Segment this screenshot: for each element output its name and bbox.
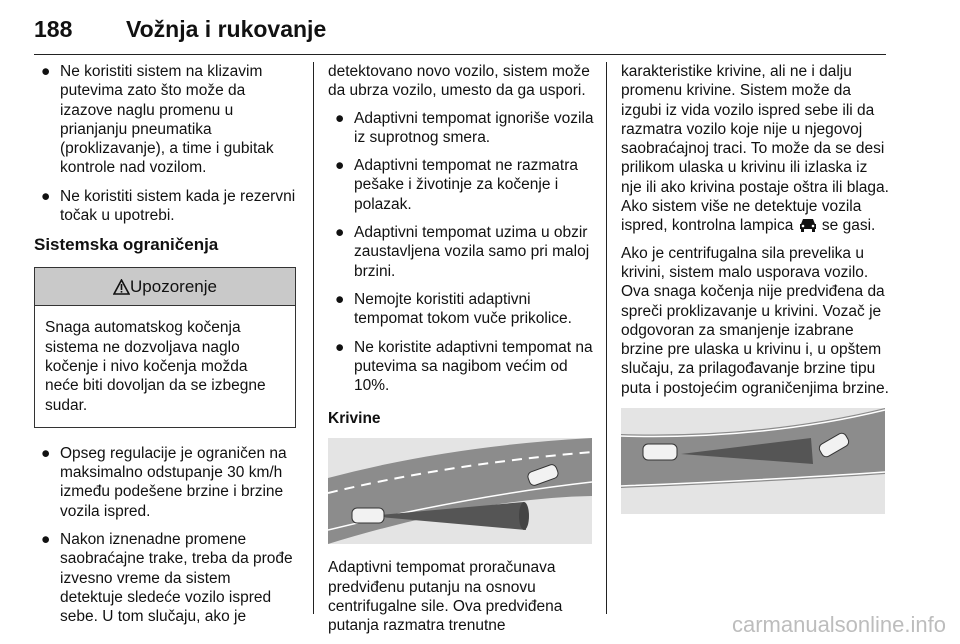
column-divider (606, 62, 607, 614)
warning-title: Upozorenje (130, 277, 217, 297)
bullet-dot: ● (335, 290, 345, 308)
column-2 (328, 62, 596, 644)
bullet-dot: ● (41, 444, 51, 462)
bullet-dot: ● (335, 109, 345, 127)
warning-text: Snaga automatskog kočenja sistema ne dozvoljava naglo kočenje i nivo kočenja možda neće biti dovoljan da se izbegne sudar. (45, 319, 266, 414)
bullet-dot: ● (41, 531, 51, 549)
list-item: ● Nakon iznenadne promene saobraćajne trake, treba da prođe izvesno vreme da sistem detektuje sledeće vozilo ispred sebe. U tom slučaju, ako je (41, 531, 293, 626)
bullet-dot: ● (335, 338, 345, 356)
curve-illustration-2 (621, 408, 885, 514)
section-heading: Sistemska ograničenja (34, 235, 219, 255)
list-item: ● Nemojte koristiti adaptivni tempomat tokom vuče prikolice. (335, 290, 572, 328)
list-item: ● Adaptivni tempomat ignoriše vozila iz suprotnog smera. (335, 109, 594, 146)
own-car-icon (643, 444, 677, 460)
list-item: ● Adaptivni tempomat uzima u obzir zaustavljena vozila samo pri maloj brzini. (335, 224, 590, 280)
warning-header (35, 268, 295, 306)
page-header (34, 10, 886, 55)
warning-box (34, 267, 296, 427)
bullet-dot: ● (335, 224, 345, 242)
watermark: carmanualsonline.info (731, 612, 946, 637)
list-item: ● Adaptivni tempomat ne razmatra pešake i životinje za kočenje i polazak. (335, 157, 578, 213)
page-number: 188 (34, 16, 73, 42)
centrifugal-paragraph: Ako je centrifugalna sila prevelika u krivini, sistem malo usporava vozilo. Ova snaga kočenja nije predviđena da spreči proklizavanje u krivini. Vozač je odgovoran za smanjenje izabrane brzine pre ulaska u krivinu i, u opštem slučaju, za prilagođavanje brzine tipu puta i postojećim ograničenjima brzine. (621, 244, 889, 397)
subheading-curves: Krivine (328, 410, 381, 428)
column-1 (34, 62, 296, 636)
curves-paragraph-continued: karakteristike krivine, ali ne i dalju promenu krivine. Sistem može da izgubi iz vida vozilo ispred sebe ili da razmatra vozilo koje nije u njegovoj saobraćajnoj traci. To može da se desi prilikom ulaska u krivinu ili izlaska iz nje ili ako krivina postaje oštra ili blaga. Ako sistem više ne detektuje vozila ispred, kontrolna lampica se gasi. (621, 63, 889, 235)
bullet-dot: ● (335, 157, 345, 175)
list-item: ● Opseg regulacije je ograničen na maksimalno odstupanje 30 km/h između podešene brzine i brzine vozila ispred. (41, 444, 287, 520)
curves-paragraph: Adaptivni tempomat proračunava predviđenu putanju na osnovu centrifugalne sile. Ova predviđena putanja razmatra trenutne (328, 559, 563, 635)
own-car-icon (352, 508, 384, 523)
column-divider (313, 62, 314, 614)
list-item: ● Ne koristiti sistem kada je rezervni točak u upotrebi. (41, 187, 296, 225)
curve-illustration-1 (328, 438, 592, 544)
vehicle-ahead-indicator-icon (798, 217, 818, 233)
warning-triangle-icon (113, 279, 130, 295)
column-3 (621, 62, 889, 514)
bullet-dot: ● (41, 63, 51, 80)
page-title: Vožnja i rukovanje (126, 16, 327, 42)
list-item: ● Ne koristite adaptivni tempomat na putevima sa nagibom većim od 10%. (335, 338, 593, 395)
continuation-text: detektovano novo vozilo, sistem može da ubrza vozilo, umesto da ga uspori. (328, 63, 590, 100)
bullet-dot: ● (41, 187, 51, 205)
list-item: ● Ne koristiti sistem na klizavim putevima zato što može da izazove naglu promenu u prianjanju pneumatika (proklizavanje), a time i gubitak kontrole nad vozilom. (41, 63, 274, 177)
